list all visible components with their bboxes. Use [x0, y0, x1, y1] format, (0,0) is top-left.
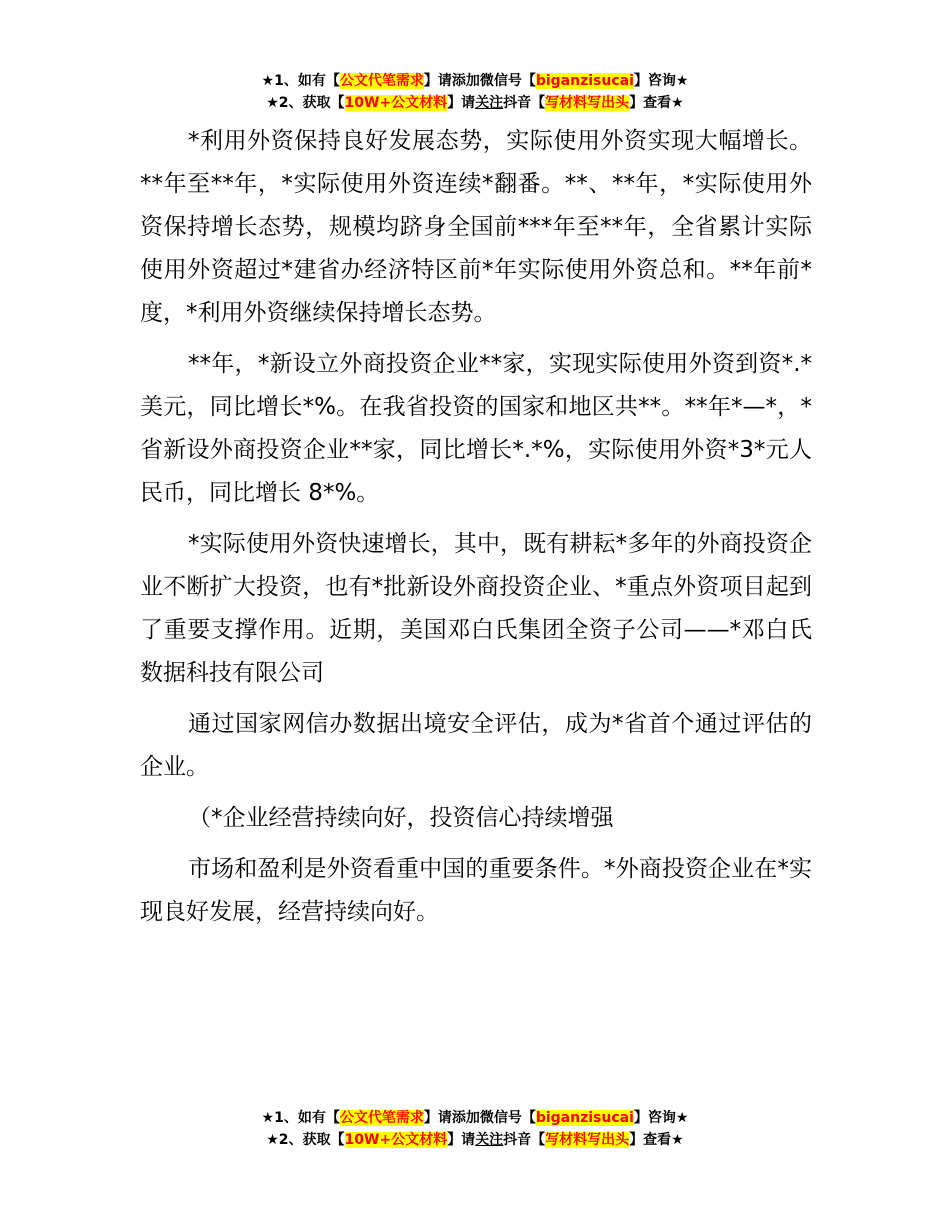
footer-underline-follow: 关注 [475, 1132, 504, 1148]
underline-follow: 关注 [475, 95, 504, 111]
paragraph-4: 通过国家网信办数据出境安全评估，成为*省首个通过评估的企业。 [140, 711, 812, 780]
footer-highlight-materials: 10W+公文材料 [344, 1132, 448, 1148]
footer-highlight-service: 公文代笔需求 [339, 1110, 424, 1126]
highlight-douyin: 写材料写出头 [545, 95, 630, 111]
paragraph-3: *实际使用外资快速增长，其中，既有耕耘*多年的外商投资企业不断扩大投资，也有*批新设外商投资企业、*重点外资项目起到了重要支撑作用。近期，美国邓白氏集团全资子公司——*邓白氏数据科技有限公司 [140, 531, 812, 686]
paragraph-5: （*企业经营持续向好，投资信心持续增强 [188, 805, 614, 831]
banner-line-2: ★2、获取【10W+公文材料】请关注抖音【写材料写出头】查看★ [266, 95, 684, 111]
paragraph-6: 市场和盈利是外资看重中国的重要条件。*外商投资企业在*实现良好发展，经营持续向好。 [140, 856, 812, 925]
footer-highlight-wechat-id: biganzisucai [535, 1110, 634, 1126]
document-body [140, 120, 812, 942]
banner-line-1: ★1、如有【公文代笔需求】请添加微信号【biganzisucai】咨询★ [261, 73, 689, 89]
footer-line-1: ★1、如有【公文代笔需求】请添加微信号【biganzisucai】咨询★ [261, 1110, 689, 1126]
footer-highlight-douyin: 写材料写出头 [545, 1132, 630, 1148]
highlight-materials: 10W+公文材料 [344, 95, 448, 111]
paragraph-1: *利用外资保持良好发展态势，实际使用外资实现大幅增长。**年至**年，*实际使用外资连续*翻番。**、**年，*实际使用外资保持增长态势，规模均跻身全国前***年至**年，全省累计实际使用外资超过*建省办经济特区前*年实际使用外资总和。**年前*度，*利用外资继续保持增长态势。 [140, 128, 812, 326]
paragraph-2: **年，*新设立外商投资企业**家，实现实际使用外资到资*.*美元，同比增长*%。在我省投资的国家和地区共**。**年*—*，*省新设外商投资企业**家，同比增长*.*%，实际使用外资*3*元人民币，同比增长 8*%。 [140, 351, 812, 506]
highlight-wechat-id: biganzisucai [535, 73, 634, 89]
footer-line-2: ★2、获取【10W+公文材料】请关注抖音【写材料写出头】查看★ [266, 1132, 684, 1148]
highlight-service: 公文代笔需求 [339, 73, 424, 89]
footer-banner [0, 1107, 950, 1151]
header-banner [0, 70, 950, 114]
